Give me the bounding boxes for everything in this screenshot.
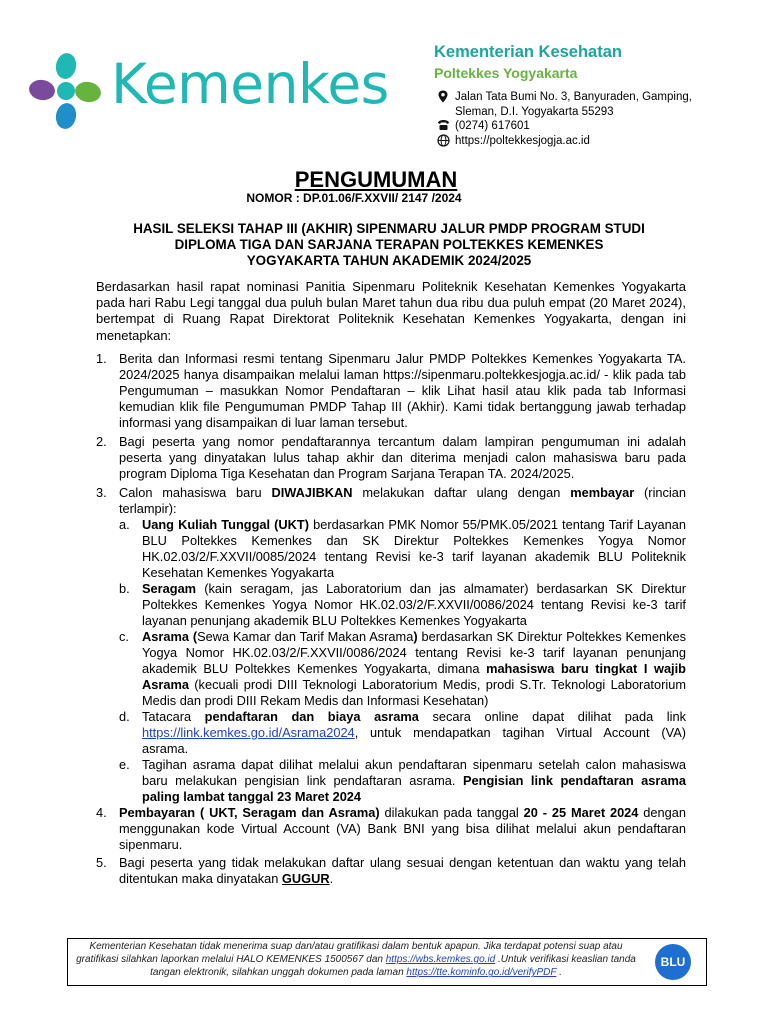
item-number: 5. [96, 855, 107, 870]
item-text: Berita dan Informasi resmi tentang Sipenmaru Jalur PMDP Poltekkes Kemenkes Yogyakarta TA. 2024/2025 hanya disampaikan melalui laman https://sipenmaru.poltekkesjogja.ac.id/ - klik pada tab Pengumuman – masukkan Nomor Pendaftaran – klik Lihat hasil atau klik pada tab Informasi kemudian klik file Pengumuman PMDP Tahap III (Akhir). Kami tidak bertanggung jawab terhadap informasi yang disampaikan di luar laman tersebut. [119, 351, 686, 430]
list-item-2 [96, 434, 686, 482]
announcement-list [96, 351, 686, 887]
blu-logo-text: BLU [660, 955, 686, 969]
phone-icon [437, 119, 453, 133]
brand-wordmark: Kemenkes [111, 52, 389, 116]
item-number: 1. [96, 351, 107, 366]
address-row [437, 90, 692, 105]
sub-item-c [119, 629, 686, 709]
sub-item-letter: a. [119, 517, 130, 532]
sub-item-letter: b. [119, 581, 130, 596]
address-line-2: Sleman, D.I. Yogyakarta 55293 [455, 105, 614, 118]
sub-item-text: Tatacara pendaftaran dan biaya asrama secara online dapat dilihat pada link https://link.kemkes.go.id/Asrama2024, untuk mendapatkan tagihan Virtual Account (VA) asrama. [142, 709, 686, 756]
asrama-link[interactable]: https://link.kemkes.go.id/Asrama2024 [142, 725, 355, 740]
sub-item-text: Tagihan asrama dapat dilihat melalui akun pendaftaran sipenmaru setelah calon mahasiswa baru melakukan pengisian link pendaftaran asrama. Pengisian link pendaftaran asrama paling lambat tanggal 23 Maret 2024 [142, 757, 686, 804]
document-number: NOMOR : DP.01.06/F.XXVII/ 2147 /2024 [246, 191, 462, 205]
heading-line-2: DIPLOMA TIGA DAN SARJANA TERAPAN POLTEKKES KEMENKES [174, 237, 604, 252]
document-title: PENGUMUMAN [294, 167, 458, 192]
item-text: Bagi peserta yang tidak melakukan daftar ulang sesuai dengan ketentuan dan waktu yang telah ditentukan maka dinyatakan GUGUR. [119, 855, 686, 886]
sub-item-a [119, 517, 686, 581]
location-pin-icon [437, 90, 453, 104]
website-link[interactable]: https://poltekkesjogja.ac.id [455, 134, 590, 147]
sub-item-text: Asrama (Sewa Kamar dan Tarif Makan Asrama) berdasarkan SK Direktur Poltekkes Kemenkes Yogya Nomor HK.02.03/2/F.XXVII/0086/2024 tentang Revisi ke-3 tarif layanan penunjang akademik BLU Poltekkes Kemenkes Yogyakarta, dimana mahasiswa baru tingkat I wajib Asrama (kecuali prodi DIII Teknologi Laboratorium Medis, prodi S.Tr. Teknologi Laboratorium Medis dan prodi DIII Rekam Medis dan Informasi Kesehatan) [142, 629, 686, 708]
phone-row [437, 119, 692, 134]
address-line-1: Jalan Tata Bumi No. 3, Banyuraden, Gamping, [455, 91, 692, 103]
heading-line-1: HASIL SELEKSI TAHAP III (AKHIR) SIPENMARU JALUR PMDP PROGRAM STUDI [133, 221, 645, 236]
list-item-1 [96, 351, 686, 431]
blu-logo-icon [654, 943, 692, 981]
contact-block [437, 90, 692, 148]
emphasis: DIWAJIBKAN [271, 485, 353, 500]
intro-paragraph: Berdasarkan hasil rapat nominasi Panitia Sipenmaru Politeknik Kesehatan Kemenkes Yogyakarta pada hari Rabu Legi tanggal dua puluh bulan Maret tahun dua ribu dua puluh empat (20 Maret 2024), bertempat di Ruang Rapat Direktorat Politeknik Kesehatan Kemenkes Yogyakarta, dengan ini menetapkan: [96, 279, 686, 343]
sub-item-e [119, 757, 686, 805]
address-row-2 [437, 105, 692, 120]
footer-disclaimer: Kementerian Kesehatan tidak menerima suap dan/atau gratifikasi dalam bentuk apapun. Jika terdapat potensi suap atau gratifikasi silahkan laporkan melalui HALO KEMENKES 1500567 dan https://wbs.kemkes.go.id .Untuk verifikasi keaslian tanda tangan elektronik, silahkan unggah dokumen pada laman https://tte.kominfo.go.id/verifyPDF . [76, 941, 636, 979]
sub-item-b [119, 581, 686, 629]
wbs-link[interactable]: https://wbs.kemkes.go.id [385, 954, 496, 966]
list-item-3 [96, 485, 686, 805]
kemenkes-logo-icon [26, 52, 106, 132]
item-number: 4. [96, 805, 107, 820]
emphasis: membayar [570, 485, 635, 500]
phone-number: (0274) 617601 [455, 120, 530, 132]
globe-icon [437, 134, 453, 148]
sub-item-letter: e. [119, 757, 130, 772]
item-body [119, 485, 686, 805]
heading-line-3: YOGYAKARTA TAHUN AKADEMIK 2024/2025 [246, 253, 532, 268]
item-number: 2. [96, 434, 107, 449]
item-text: Calon mahasiswa baru DIWAJIBKAN melakukan daftar ulang dengan membayar (rincian terlampir): [119, 485, 686, 516]
tte-verify-link[interactable]: https://tte.kominfo.go.id/verifyPDF [406, 967, 557, 979]
sub-item-letter: c. [119, 629, 129, 644]
website-row [437, 134, 692, 149]
item-number: 3. [96, 485, 107, 500]
sub-item-d [119, 709, 686, 757]
org-name: Kementerian Kesehatan [434, 43, 622, 61]
item-text: Bagi peserta yang nomor pendaftarannya tercantum dalam lampiran pengumuman ini adalah peserta yang dinyatakan lulus tahap akhir dan diterima menjadi calon mahasiswa baru pada program Diploma Tiga Kesehatan dan Program Sarjana Terapan TA. 2024/2025. [119, 434, 686, 481]
gugur-label: GUGUR [281, 871, 330, 886]
list-item-5 [96, 855, 686, 887]
sub-item-text: Uang Kuliah Tunggal (UKT) berdasarkan PMK Nomor 55/PMK.05/2021 tentang Tarif Layanan BLU Poltekkes Kemenkes dan SK Direktur Poltekkes Kemenkes Yogya Nomor HK.02.03/2/F.XXVII/0085/2024 tentang Revisi ke-3 tarif layanan akademik BLU Politeknik Kesehatan Kemenkes Yogyakarta [142, 517, 686, 580]
item-text: Pembayaran ( UKT, Seragam dan Asrama) dilakukan pada tanggal 20 - 25 Maret 2024 dengan menggunakan kode Virtual Account (VA) Bank BNI yang bisa dilihat melalui akun pendaftaran sipenmaru. [119, 805, 686, 852]
sub-item-letter: d. [119, 709, 130, 724]
document-heading [96, 221, 682, 269]
sub-item-text: Seragam (kain seragam, jas Laboratorium dan jas almamater) berdasarkan SK Direktur Poltekkes Kemenkes Yogya Nomor HK.02.03/2/F.XXVII/0086/2024 tentang Revisi ke-3 tarif layanan penunjang akademik BLU Poltekkes Kemenkes Yogyakarta [142, 581, 686, 628]
list-item-4 [96, 805, 686, 853]
org-subtitle: Poltekkes Yogyakarta [434, 65, 578, 81]
